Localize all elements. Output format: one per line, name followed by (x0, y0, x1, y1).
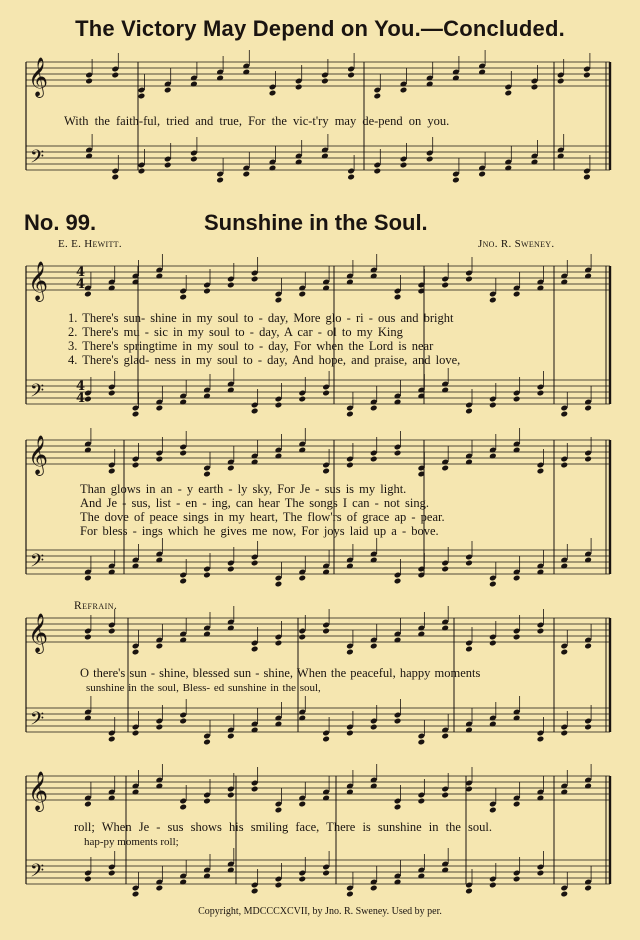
bass-clef: 𝄢 (30, 551, 45, 576)
note-head (156, 643, 164, 650)
note-head (584, 405, 592, 412)
note-head (465, 408, 473, 415)
final-lyric-lower: hap-py moments roll; (84, 836, 179, 848)
note-head (400, 162, 408, 169)
verse-line: For bless - ings which he gives me now, For joys laid up a - bove. (80, 524, 439, 538)
note-head (203, 739, 211, 746)
note-head (84, 634, 92, 641)
note-head (557, 78, 565, 85)
note-head (251, 646, 259, 653)
verse-line: Than glows in an - y earth - ly sky, For Je - sus is my light. (80, 482, 407, 496)
note-head (298, 876, 306, 883)
note-head (513, 575, 521, 582)
note-head (216, 177, 224, 184)
note-head (138, 93, 146, 100)
bass-clef: 𝄢 (30, 709, 45, 734)
note-head (275, 807, 283, 814)
note-head (298, 291, 306, 298)
note-head (394, 804, 402, 811)
note-head (347, 72, 355, 79)
note-head (111, 72, 119, 79)
verse-line: 1. There's sun- shine in my soul to - day, More glo - ri - ous and bright (68, 311, 454, 325)
composer-credit: Jno. R. Sweney. (478, 238, 555, 250)
final-lyric-upper: roll; When Je - sus shows his smiling face, There is sunshine in the soul. (74, 820, 492, 834)
note-head (156, 885, 164, 892)
note-head (418, 798, 426, 805)
note-head (322, 468, 330, 475)
note-head (465, 646, 473, 653)
note-head (394, 294, 402, 301)
note-head (426, 156, 434, 163)
note-head (132, 462, 140, 469)
note-head (441, 282, 449, 289)
time-signature-digit: 4 (76, 277, 86, 292)
hymn-number: No. 99. (24, 210, 97, 235)
treble-clef: 𝄞 (28, 57, 49, 97)
refrain-lyric-upper: O there's sun - shine, blessed sun - shine, When the peaceful, happy moments (80, 666, 481, 680)
note-head (346, 891, 354, 898)
note-head (108, 870, 116, 877)
note-head (164, 87, 172, 94)
note-head (400, 87, 408, 94)
note-head (275, 402, 283, 409)
note-head (242, 171, 250, 178)
note-head (108, 628, 116, 635)
verse-line: And Je - sus, list - en - ing, can hear The songs I can - not sing. (80, 496, 429, 510)
note-head (441, 792, 449, 799)
note-head (489, 640, 497, 647)
refrain-lyric-lower: sunshine in the soul, Bless- ed sunshine in the soul, (86, 682, 321, 694)
note-head (251, 888, 259, 895)
note-head (513, 291, 521, 298)
note-head (531, 84, 539, 91)
note-head (321, 78, 329, 85)
note-head (156, 724, 164, 731)
note-head (584, 724, 592, 731)
note-head (394, 718, 402, 725)
note-head (227, 792, 235, 799)
note-head (441, 465, 449, 472)
refrain-label: Refrain. (74, 600, 118, 612)
note-head (478, 171, 486, 178)
note-head (179, 294, 187, 301)
note-head (84, 801, 92, 808)
note-head (504, 90, 512, 97)
note-head (560, 411, 568, 418)
treble-clef: 𝄞 (28, 261, 49, 301)
note-head (418, 739, 426, 746)
treble-clef: 𝄞 (28, 435, 49, 475)
note-head (489, 402, 497, 409)
note-head (179, 804, 187, 811)
treble-clef: 𝄞 (28, 613, 49, 653)
note-head (298, 801, 306, 808)
lyricist-credit: E. E. Hewitt. (58, 238, 122, 250)
note-head (560, 649, 568, 656)
note-head (275, 297, 283, 304)
hymn-title: Sunshine in the Soul. (204, 210, 428, 235)
note-head (322, 628, 330, 635)
note-head (275, 640, 283, 647)
note-head (298, 575, 306, 582)
verse-line: The dove of peace sings in my heart, The flow'rs of grace ap - pear. (80, 510, 445, 524)
treble-clef: 𝄞 (28, 771, 49, 811)
note-head (441, 566, 449, 573)
time-signature-digit: 4 (76, 265, 86, 280)
note-head (489, 882, 497, 889)
note-head (298, 634, 306, 641)
bass-clef: 𝄢 (30, 381, 45, 406)
note-head (537, 390, 545, 397)
verse-line: 3. There's springtime in my soul to - day, For when the Lord is near (68, 339, 434, 353)
note-head (465, 276, 473, 283)
note-head (583, 72, 591, 79)
note-head (537, 736, 545, 743)
note-head (513, 634, 521, 641)
note-head (583, 174, 591, 181)
note-head (560, 730, 568, 737)
note-head (537, 870, 545, 877)
note-head (394, 578, 402, 585)
note-head (513, 876, 521, 883)
note-head (156, 405, 164, 412)
note-head (370, 643, 378, 650)
note-head (370, 885, 378, 892)
note-head (275, 581, 283, 588)
note-head (465, 560, 473, 567)
note-head (203, 798, 211, 805)
note-head (111, 174, 119, 181)
note-head (132, 891, 140, 898)
note-head (370, 456, 378, 463)
note-head (347, 174, 355, 181)
page-title: The Victory May Depend on You.—Concluded. (75, 16, 565, 41)
note-head (489, 581, 497, 588)
verse-line: 4. There's glad- ness in my soul to - day, And hope, and praise, and love, (68, 353, 461, 367)
copyright-notice: Copyright, MDCCCXCVII, by Jno. R. Sweney. Used by per. (198, 906, 442, 917)
note-head (322, 736, 330, 743)
note-head (584, 456, 592, 463)
note-head (179, 578, 187, 585)
note-head (295, 84, 303, 91)
note-head (227, 282, 235, 289)
note-head (513, 801, 521, 808)
note-head (584, 643, 592, 650)
note-head (227, 465, 235, 472)
note-head (251, 276, 259, 283)
note-head (84, 876, 92, 883)
time-signature-digit: 4 (76, 391, 86, 406)
note-head (394, 450, 402, 457)
note-head (227, 566, 235, 573)
note-head (203, 288, 211, 295)
note-head (452, 177, 460, 184)
note-head (370, 724, 378, 731)
system0-lyric: With the faith-ful, tried and true, For the vic-t'ry may de-pend on you. (64, 114, 450, 128)
note-head (132, 730, 140, 737)
note-head (138, 168, 146, 175)
verse-line: 2. There's mu - sic in my soul to - day, A car - ol to my King (68, 325, 403, 339)
note-head (251, 408, 259, 415)
note-head (298, 396, 306, 403)
note-head (84, 575, 92, 582)
bass-clef: 𝄢 (30, 861, 45, 886)
note-head (251, 560, 259, 567)
time-signature-digit: 4 (76, 379, 86, 394)
note-head (346, 649, 354, 656)
note-head (513, 396, 521, 403)
note-head (108, 390, 116, 397)
note-head (84, 291, 92, 298)
note-head (322, 870, 330, 877)
note-head (322, 390, 330, 397)
note-head (346, 462, 354, 469)
bass-clef: 𝄢 (30, 147, 45, 172)
note-head (560, 462, 568, 469)
note-head (190, 156, 198, 163)
note-head (275, 882, 283, 889)
note-head (584, 885, 592, 892)
note-head (108, 736, 116, 743)
note-head (489, 807, 497, 814)
note-head (537, 468, 545, 475)
note-head (203, 471, 211, 478)
note-head (465, 888, 473, 895)
note-head (251, 786, 259, 793)
note-head (441, 733, 449, 740)
note-head (164, 162, 172, 169)
note-head (132, 649, 140, 656)
note-head (537, 628, 545, 635)
note-head (179, 450, 187, 457)
note-head (179, 718, 187, 725)
note-head (346, 411, 354, 418)
note-head (108, 468, 116, 475)
note-head (370, 405, 378, 412)
note-head (203, 572, 211, 579)
note-head (489, 297, 497, 304)
note-head (373, 93, 381, 100)
note-head (132, 411, 140, 418)
note-head (156, 456, 164, 463)
note-head (85, 78, 93, 85)
note-head (346, 730, 354, 737)
note-head (373, 168, 381, 175)
note-head (269, 90, 277, 97)
note-head (560, 891, 568, 898)
note-head (84, 396, 92, 403)
note-head (227, 733, 235, 740)
